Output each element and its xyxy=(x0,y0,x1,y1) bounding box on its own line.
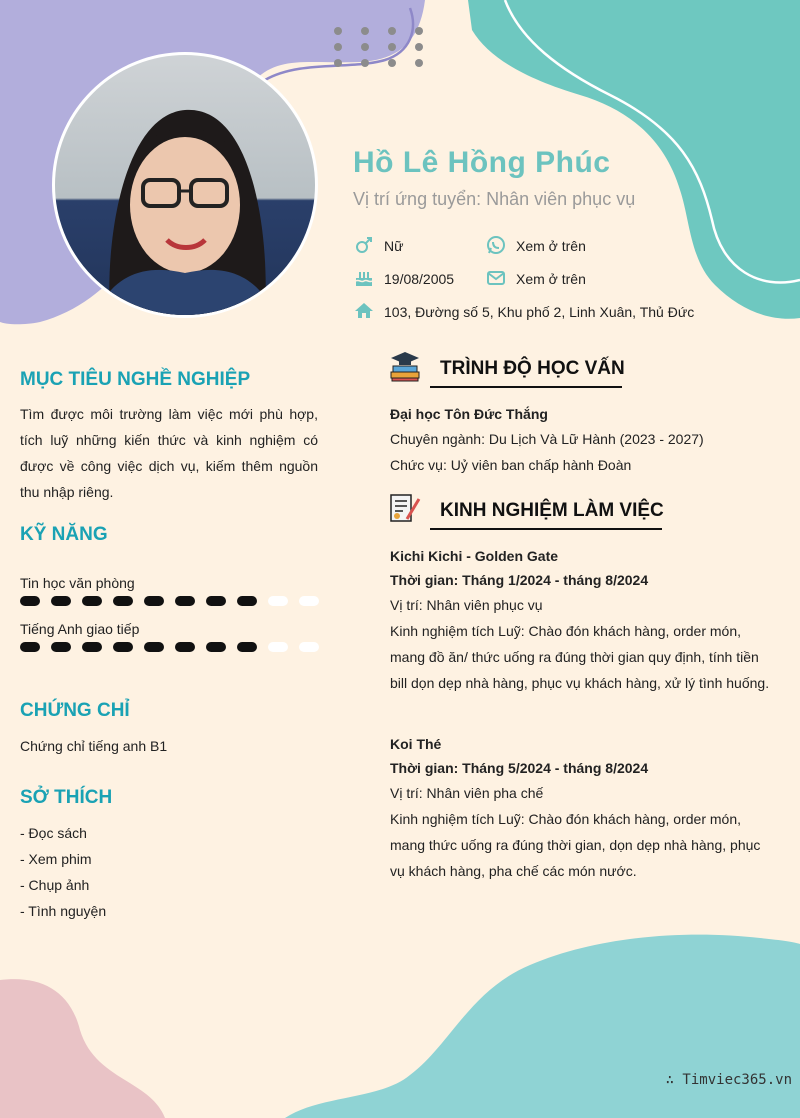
applied-position: Vị trí ứng tuyển: Nhân viên phục vụ xyxy=(353,189,636,209)
school-name: Đại học Tôn Đức Thắng xyxy=(390,406,548,422)
skill-dash xyxy=(20,642,40,652)
skill-dash xyxy=(299,596,319,606)
education-title: TRÌNH ĐỘ HỌC VẤN xyxy=(440,358,625,379)
skill-dash xyxy=(268,596,288,606)
hobbies-title: SỞ THÍCH xyxy=(20,787,113,808)
skill-name: Tin học văn phòng xyxy=(20,575,135,591)
hobby-item: - Xem phim xyxy=(20,851,92,867)
skill-dash xyxy=(82,642,102,652)
skill-dash xyxy=(175,642,195,652)
skill-dash xyxy=(51,642,71,652)
job-position: Vị trí: Nhân viên pha chế xyxy=(390,785,544,801)
phone-value: Xem ở trên xyxy=(516,238,586,254)
skill-dash xyxy=(237,596,257,606)
education-role: Chức vụ: Uỷ viên ban chấp hành Đoàn xyxy=(390,457,632,473)
skills-title: KỸ NĂNG xyxy=(20,524,108,545)
skill-level-bar xyxy=(20,596,320,606)
skill-level-bar xyxy=(20,642,320,652)
watermark: ∴ Timviec365.vn xyxy=(665,1072,792,1088)
experience-underline xyxy=(430,528,662,530)
experience-document-icon xyxy=(389,493,421,523)
email-icon xyxy=(486,268,506,288)
bottom-teal-blob-shape xyxy=(285,935,800,1118)
education-major: Chuyên ngành: Du Lịch Và Lữ Hành (2023 - 2027) xyxy=(390,431,704,447)
skill-dash xyxy=(206,596,226,606)
job-time: Thời gian: Tháng 5/2024 - tháng 8/2024 xyxy=(390,760,649,776)
graduation-books-icon xyxy=(389,350,421,382)
skill-dash xyxy=(144,642,164,652)
skill-dash xyxy=(113,596,133,606)
candidate-name: Hồ Lê Hồng Phúc xyxy=(353,146,611,179)
skill-dash xyxy=(51,596,71,606)
skill-dash xyxy=(82,596,102,606)
pink-blob-shape xyxy=(0,979,165,1118)
home-icon xyxy=(354,301,374,321)
birthday-cake-icon xyxy=(354,268,374,288)
job-description: Kinh nghiệm tích Luỹ: Chào đón khách hàng, order món, mang thức uống ra đúng thời gian, dọn dẹp nhà hàng, phục vụ khách hàng, pha chế các món nước. xyxy=(390,811,761,879)
experience-title: KINH NGHIỆM LÀM VIỆC xyxy=(440,500,664,521)
address-value: 103, Đường số 5, Khu phố 2, Linh Xuân, Thủ Đức xyxy=(384,304,695,320)
skill-name: Tiếng Anh giao tiếp xyxy=(20,621,140,637)
skill-dash xyxy=(113,642,133,652)
hobby-item: - Tình nguyện xyxy=(20,903,107,919)
skill-dash xyxy=(299,642,319,652)
skill-dash xyxy=(175,596,195,606)
skill-dash xyxy=(268,642,288,652)
objective-title: MỤC TIÊU NGHỀ NGHIỆP xyxy=(20,369,251,390)
skill-dash xyxy=(206,642,226,652)
profile-photo xyxy=(52,52,318,318)
job-description: Kinh nghiệm tích Luỹ: Chào đón khách hàng, order món, mang đồ ăn/ thức uống ra đúng thời gian quy định, tính tiền bill dọn dẹp nhà hàng, phục vụ khách hàng, xử lý tình huống. xyxy=(390,623,770,691)
objective-text: Tìm được môi trường làm việc mới phù hợp, tích luỹ những kiến thức và kinh nghiệm có được về công việc dịch vụ, kiếm thêm nguồn thu nhập riêng. xyxy=(20,406,318,500)
hobby-item: - Đọc sách xyxy=(20,825,87,841)
gender-icon xyxy=(354,236,374,256)
email-value: Xem ở trên xyxy=(516,271,586,287)
job-position: Vị trí: Nhân viên phục vụ xyxy=(390,597,543,613)
phone-icon xyxy=(486,235,506,255)
hobby-item: - Chụp ảnh xyxy=(20,877,90,893)
gender-value: Nữ xyxy=(384,238,404,254)
skill-dash xyxy=(20,596,40,606)
birthday-value: 19/08/2005 xyxy=(384,271,455,287)
job-time: Thời gian: Tháng 1/2024 - tháng 8/2024 xyxy=(390,572,649,588)
skill-dash xyxy=(144,596,164,606)
certificates-title: CHỨNG CHỈ xyxy=(20,700,130,721)
job-company: Koi Thé xyxy=(390,736,442,752)
job-company: Kichi Kichi - Golden Gate xyxy=(390,548,559,564)
skill-dash xyxy=(237,642,257,652)
education-underline xyxy=(430,386,622,388)
certificate-item: Chứng chỉ tiếng anh B1 xyxy=(20,738,168,754)
